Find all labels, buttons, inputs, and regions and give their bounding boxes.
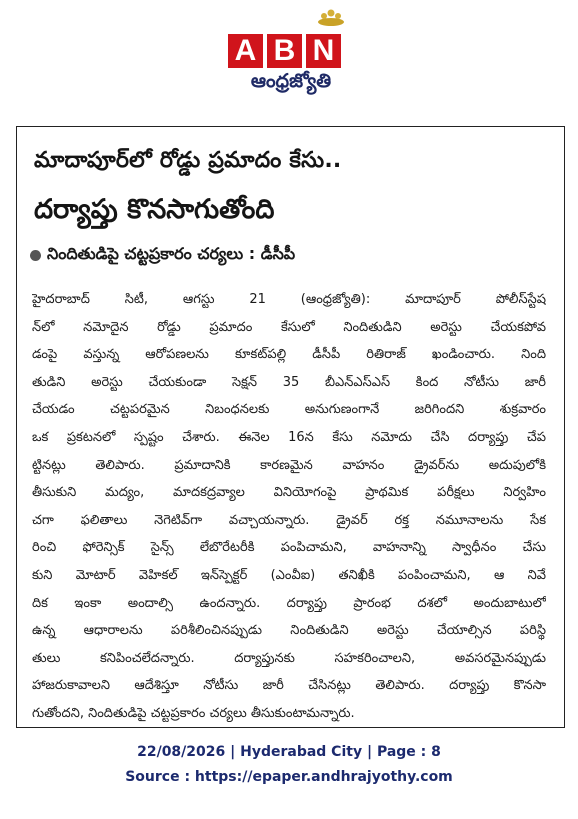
body-line: దిక ఇంకా అందాల్సి ఉందన్నారు. దర్యాప్తు ప్రారంభ దశలో అందుబాటులో (32, 595, 546, 611)
body-line: తీసుకుని మద్యం, మాదకద్రవ్యాల వినియోగంపై ప్రాథమిక పరీక్షలు నిర్వహిం (32, 485, 546, 501)
body-line: డంపై వస్తున్న ఆరోపణలను కూకట్‌పల్లి డీసీపీ రితిరాజ్ ఖండించారు. నింది (32, 347, 546, 363)
logo-letters (228, 34, 341, 68)
body-line: రించి ఫోరెన్సిక్ సైన్స్ లేబొరేటరీకి పంపిచామని, వాహనాన్ని స్వాధీనం చేసు (32, 540, 546, 556)
body-line: హాజరుకావాలని ఆదేశిస్తూ నోటీసు జారీ చేసినట్లు తెలిపారు. దర్యాప్తు కొనసా (32, 678, 546, 694)
headline-primary: మాదాపూర్‌లో రోడ్డు ప్రమాదం కేసు.. (34, 148, 342, 173)
body-line: తులు కనిపించలేదన్నారు. దర్యాప్తునకు సహకరించాలని, అవసరమైనప్పుడు (32, 650, 546, 666)
masthead-subtitle: ఆంధ్రజ్యోతి (250, 70, 332, 92)
body-line: ఒక ప్రకటనలో స్పష్టం చేశారు. ఈనెల 16న కేసు నమోదు చేసి దర్యాప్తు చేప (32, 429, 546, 445)
crown-icon (316, 8, 346, 28)
body-line: హైదరాబాద్ సిటీ, ఆగస్టు 21 (ఆంధ్రజ్యోతి): మాదాపూర్ పోలీస్‌స్టేష (32, 292, 546, 307)
logo-letter-n: N (306, 34, 341, 68)
body-line: ఉన్న ఆధారాలను పరిశీలించినప్పుడు నిందితుడిని అరెస్టు చేయాల్సిన పరిస్థి (32, 623, 546, 639)
article-body (32, 286, 546, 728)
logo-letter-b: B (267, 34, 302, 68)
body-line: ట్టినట్లు తెలిపారు. ప్రమాదానికి కారణమైన వాహనం డ్రైవర్‌ను అదుపులోకి (32, 457, 546, 473)
masthead-logo (228, 8, 352, 102)
logo-letter-a: A (228, 34, 263, 68)
deck-line (30, 244, 295, 267)
body-line: చేయడం చట్టపరమైన నిబంధనలకు అనుగుణంగానే జరిగిందని శుక్రవారం (32, 402, 546, 418)
body-line: న్‌లో నమోదైన రోడ్డు ప్రమాదం కేసులో నిందితుడిని అరెస్టు చేయకపోవ (32, 319, 546, 335)
footer-date-edition: 22/08/2026 | Hyderabad City | Page : 8 (137, 744, 441, 760)
deck-text: నిందితుడిపై చట్టప్రకారం చర్యలు : డీసీపీ (47, 244, 296, 263)
headline-secondary: దర్యాప్తు కొనసాగుతోంది (34, 194, 275, 225)
footer-source: Source : https://epaper.andhrajyothy.com (125, 769, 453, 785)
body-line: కుని మోటార్ వెహికల్ ఇన్‌స్పెక్టర్ (ఎంవీఐ) తనిఖీకి పంపించామని, ఆ నివే (32, 567, 546, 583)
body-line: గుతోందని, నిందితుడిపై చట్టప్రకారం చర్యలు తీసుకుంటామన్నారు. (32, 705, 355, 721)
body-line: తుడిని అరెస్టు చేయకుండా సెక్షన్ 35 బీఎన్‌ఎస్‌ఎస్ కింద నోటీసు జారీ (32, 374, 546, 390)
body-line: చగా ఫలితాలు నెగెటివ్‌గా వచ్చాయన్నారు. డ్రైవర్ రక్త నమూనాలను సేక (32, 512, 546, 528)
bullet-icon (30, 250, 41, 261)
